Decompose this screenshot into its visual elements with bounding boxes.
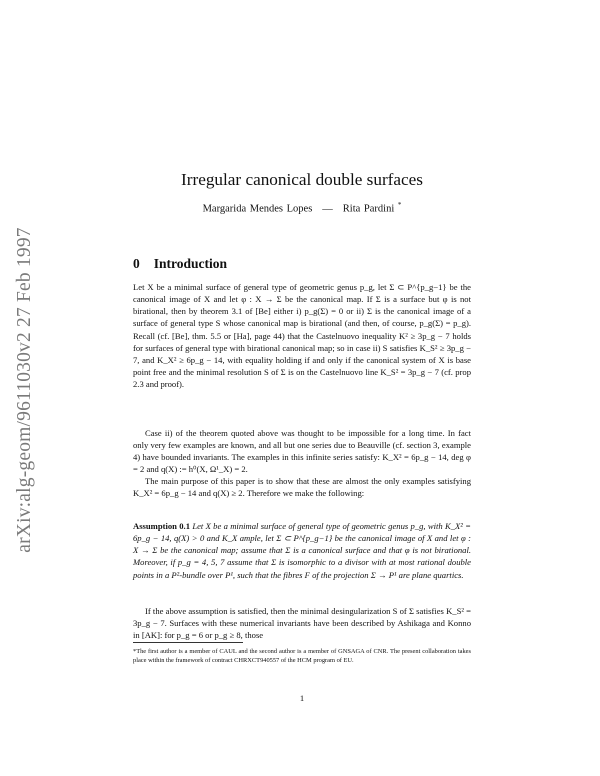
- paragraph-4: [133, 605, 471, 641]
- paragraph-1-text: Let X be a minimal surface of general type of geometric genus p_g, let Σ ⊂ P^{p_g−1} be the canonical image of X and let φ : X → Σ be the canonical map. If Σ is a surface but φ is not birational, then by theorem 3.1 of [Be] either i) p_g(Σ) = 0 or ii) Σ is the canonical image of a surface of general type S whose canonical map is birational (and then, of course, p_g(Σ) = p_g). Recall (cf. [Be], thm. 5.5 or [Ha], page 44) that the Castelnuovo inequality K² ≥ 3p_g − 7 holds for surfaces of general type with birational canonical map; so in case ii) S satisfies K_S² ≥ 3p_g − 7, and K_X² ≥ 6p_g − 14, with equality holding if and only if the canonical system of X is base point free and the minimal resolution S of Σ is on the Castelnuovo line K_S² = 3p_g − 7 (cf. prop 2.3 and proof).: [133, 282, 471, 390]
- paragraph-3-text: The main purpose of this paper is to show that these are almost the only examples satisfying K_X² = 6p_g − 14 and q(X) ≥ 2. Therefore we make the following:: [133, 476, 471, 499]
- page-number: 1: [299, 693, 305, 703]
- footnote: *The first author is a member of CAUL and the second author is a member of GNSAGA of CNR. The present collaboration takes place within the framework of contract CHRXCT940557 of the HCM program of EU.: [133, 648, 471, 664]
- author-second: Rita Pardini: [342, 203, 395, 215]
- assumption-paragraph: [133, 520, 471, 581]
- section-heading: [133, 256, 227, 272]
- section-number: 0: [133, 256, 140, 271]
- paragraph-2: [133, 427, 471, 476]
- paragraph-1: [133, 281, 471, 390]
- assumption-block: [133, 520, 471, 581]
- arxiv-identifier-text: arXiv:alg-geom/9611030v2 27 Feb 1997: [14, 227, 35, 553]
- author-first: Margarida Mendes Lopes: [202, 203, 313, 215]
- author-line: [133, 201, 471, 215]
- assumption-text: Let X be a minimal surface of general type of geometric genus p_g, with K_X² = 6p_g − 14, q(X) > 0 and K_X ample, let Σ ⊂ P^{p_g−1} be the canonical image of X and let φ : X → Σ be the canonical map; assume that Σ is a canonical surface and that φ is not birational. Moreover, if p_g = 4, 5, 7 assume that Σ is isomorphic to a divisor with at most rational double points in a P²-bundle over P¹, such that the fibres F of the projection Σ → P¹ are plane quartics.: [133, 521, 471, 580]
- assumption-label: Assumption 0.1: [133, 521, 190, 531]
- paragraph-4-text: If the above assumption is satisfied, then the minimal desingularization S of Σ satisfies K_S² = 3p_g − 7. Surfaces with these numerical invariants have been described by Ashikaga and Konno in [AK]: for p_g = 6 or p_g ≥ 8, those: [133, 606, 471, 641]
- section-title: Introduction: [153, 256, 228, 271]
- arxiv-identifier: [8, 210, 42, 570]
- author-separator: —: [322, 203, 333, 215]
- footnote-rule: [133, 642, 243, 643]
- author-footnote-mark: *: [397, 201, 402, 209]
- paper-title: Irregular canonical double surfaces: [181, 170, 423, 189]
- paragraph-3: [133, 475, 471, 499]
- paragraph-2-text: Case ii) of the theorem quoted above was thought to be impossible for a long time. In fact only very few examples are known, and all but one series due to Beauville (cf. section 3, example 4) have bounded invariants. The examples in this infinite series satisfy: K_X² = 6p_g − 14, deg φ = 2 and q(X) := h⁰(X, Ω¹_X) = 2.: [133, 428, 471, 475]
